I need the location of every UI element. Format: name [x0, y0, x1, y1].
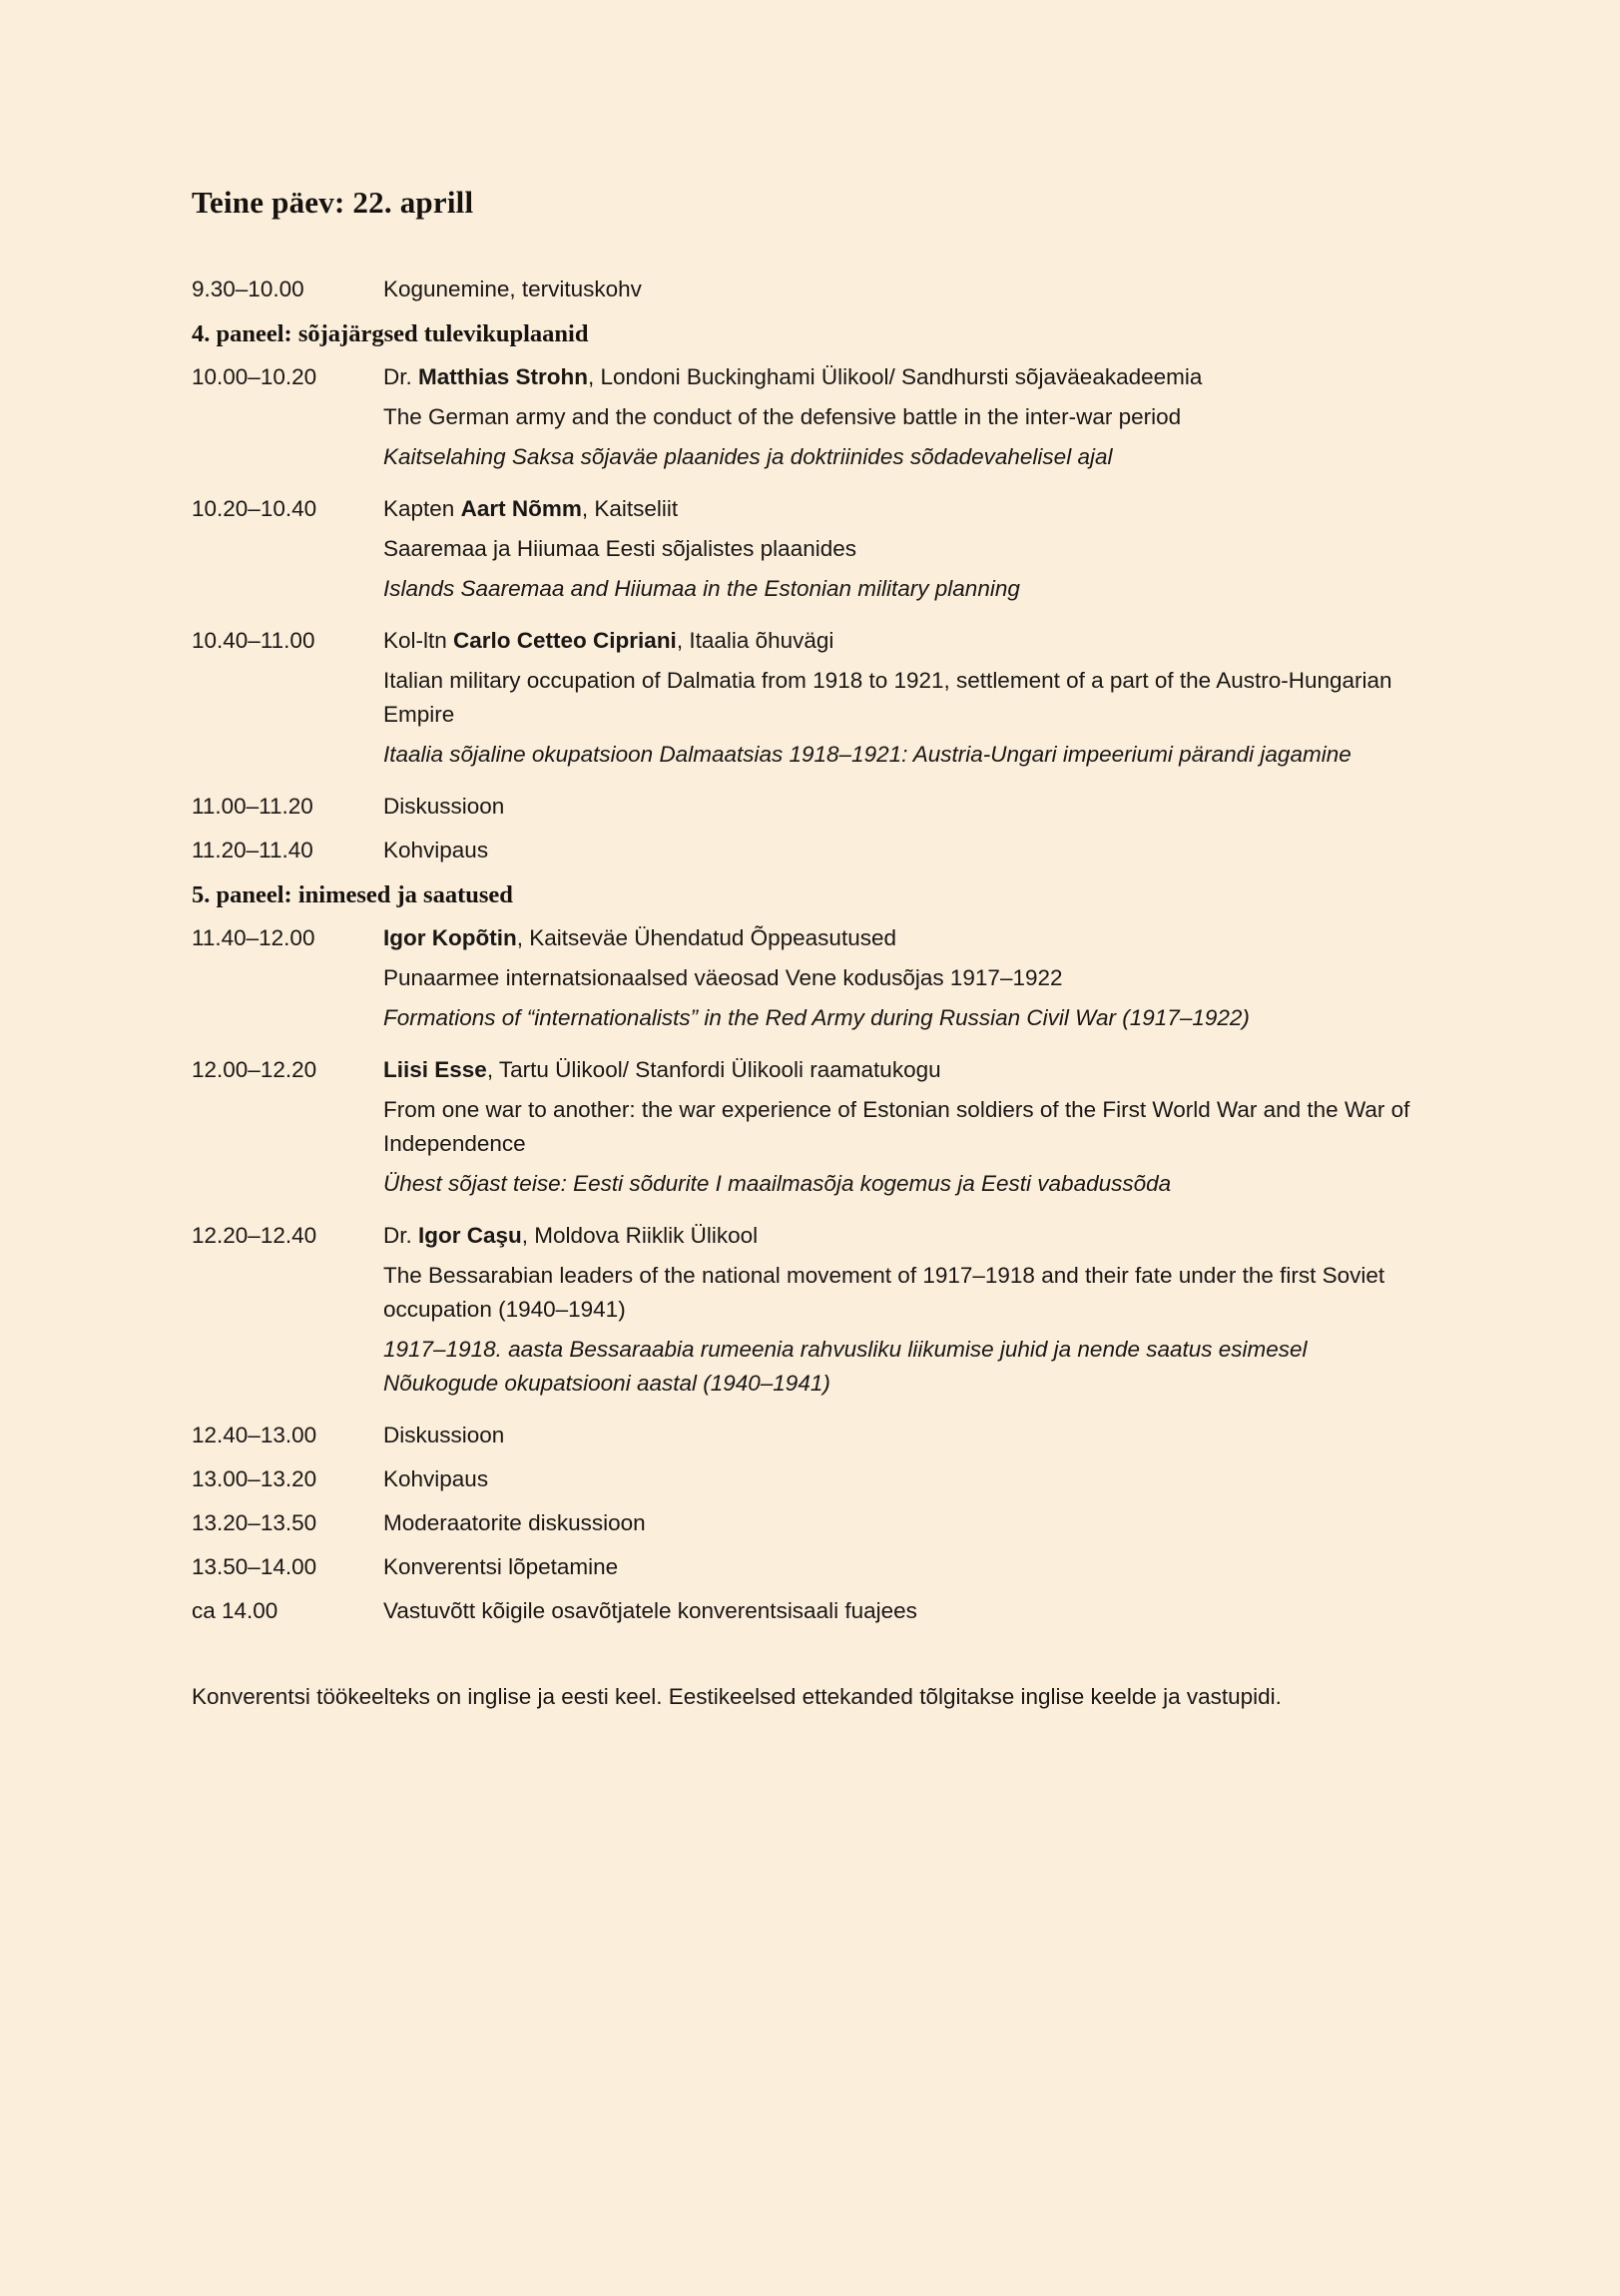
talk-row	[192, 624, 1425, 778]
talk-title-translation: Islands Saaremaa and Hiiumaa in the Estonian military planning	[383, 576, 1020, 601]
talk-row	[192, 921, 1425, 1041]
schedule-body	[383, 273, 1425, 306]
schedule-list	[192, 273, 1425, 1628]
talk-row	[192, 1053, 1425, 1207]
schedule-item-text: Kohvipaus	[383, 1466, 489, 1491]
talk-title-translation: Itaalia sõjaline okupatsioon Dalmaatsias 1918–1921: Austria-Ungari impeeriumi pärandi jagamine	[383, 742, 1351, 767]
speaker-name: Liisi Esse	[383, 1057, 487, 1082]
talk-row	[192, 360, 1425, 480]
speaker-name: Carlo Cetteo Cipriani	[453, 628, 677, 653]
schedule-time: 13.00–13.20	[192, 1466, 317, 1491]
speaker-affiliation: , Londoni Buckinghami Ülikool/ Sandhursti sõjaväeakadeemia	[588, 364, 1203, 389]
schedule-body	[383, 1462, 1425, 1496]
footnote-text: Konverentsi töökeelteks on inglise ja eesti keel. Eestikeelsed ettekanded tõlgitakse inglise keelde ja vastupidi.	[192, 1684, 1282, 1709]
speaker-prefix: Dr.	[383, 364, 419, 389]
schedule-item-text: Vastuvõtt kõigile osavõtjatele konverentsisaali fuajees	[383, 1598, 917, 1623]
schedule-body	[383, 921, 1425, 1041]
talk-title-translation: 1917–1918. aasta Bessaraabia rumeenia rahvusliku liikumise juhid ja nende saatus esimesel Nõukogude okupatsiooni aastal (1940–1941)	[383, 1337, 1308, 1396]
talk-title-primary: Punaarmee internatsionaalsed väeosad Vene kodusõjas 1917–1922	[383, 965, 1063, 990]
speaker-affiliation: , Kaitseväe Ühendatud Õppeasutused	[516, 925, 896, 950]
schedule-item-text: Konverentsi lõpetamine	[383, 1554, 619, 1579]
schedule-row	[192, 1506, 1425, 1540]
schedule-row	[192, 790, 1425, 824]
speaker-name: Aart Nõmm	[460, 496, 582, 521]
talk-title-primary: Italian military occupation of Dalmatia from 1918 to 1921, settlement of a part of the Austro-Hungarian Empire	[383, 668, 1392, 727]
speaker-affiliation: , Kaitseliit	[581, 496, 679, 521]
speaker-prefix: Dr.	[383, 1223, 419, 1248]
page-title: Teine päev: 22. aprill	[192, 185, 474, 220]
schedule-body	[383, 1506, 1425, 1540]
schedule-body	[383, 1053, 1425, 1207]
schedule-time: 13.50–14.00	[192, 1554, 317, 1579]
schedule-row	[192, 273, 1425, 306]
schedule-body	[383, 1219, 1425, 1407]
talk-row	[192, 1219, 1425, 1407]
talk-title-primary: Saaremaa ja Hiiumaa Eesti sõjalistes plaanides	[383, 536, 856, 561]
schedule-item-text: Kohvipaus	[383, 838, 489, 862]
schedule-row	[192, 1462, 1425, 1496]
schedule-body	[383, 790, 1425, 824]
speaker-affiliation: , Moldova Riiklik Ülikool	[521, 1223, 759, 1248]
schedule-row	[192, 1594, 1425, 1628]
speaker-prefix: Kapten	[383, 496, 461, 521]
speaker-line	[383, 624, 1425, 658]
speaker-line	[383, 1219, 1425, 1253]
schedule-body	[383, 1594, 1425, 1628]
schedule-item-text: Kogunemine, tervituskohv	[383, 277, 642, 301]
speaker-affiliation: , Tartu Ülikool/ Stanfordi Ülikooli raamatukogu	[486, 1057, 941, 1082]
schedule-body	[383, 360, 1425, 480]
speaker-line	[383, 921, 1425, 955]
speaker-prefix: Kol-ltn	[383, 628, 454, 653]
schedule-time: ca 14.00	[192, 1598, 278, 1623]
schedule-time: 12.00–12.20	[192, 1057, 317, 1082]
schedule-time: 10.00–10.20	[192, 364, 317, 389]
schedule-item-text: Moderaatorite diskussioon	[383, 1510, 646, 1535]
schedule-body	[383, 1419, 1425, 1452]
speaker-name: Igor Kopõtin	[383, 925, 517, 950]
schedule-time: 10.20–10.40	[192, 496, 317, 521]
schedule-item-text: Diskussioon	[383, 1423, 505, 1447]
schedule-row	[192, 1419, 1425, 1452]
talk-title-translation: Kaitselahing Saksa sõjaväe plaanides ja doktriinides sõdadevahelisel ajal	[383, 444, 1113, 469]
schedule-item-text: Diskussioon	[383, 794, 505, 819]
talk-title-translation: Formations of “internationalists” in the Red Army during Russian Civil War (1917–1922)	[383, 1005, 1250, 1030]
schedule-time: 10.40–11.00	[192, 628, 315, 653]
schedule-time: 12.20–12.40	[192, 1223, 317, 1248]
schedule-time: 11.40–12.00	[192, 925, 315, 950]
schedule-body	[383, 624, 1425, 778]
speaker-affiliation: , Itaalia õhuvägi	[676, 628, 834, 653]
speaker-name: Matthias Strohn	[418, 364, 589, 389]
schedule-time: 12.40–13.00	[192, 1423, 317, 1447]
speaker-line	[383, 360, 1425, 394]
schedule-time: 11.20–11.40	[192, 838, 313, 862]
talk-title-translation: Ühest sõjast teise: Eesti sõdurite I maailmasõja kogemus ja Eesti vabadussõda	[383, 1171, 1172, 1196]
schedule-time: 11.00–11.20	[192, 794, 313, 819]
schedule-row	[192, 834, 1425, 867]
schedule-time: 13.20–13.50	[192, 1510, 317, 1535]
talk-title-primary: From one war to another: the war experience of Estonian soldiers of the First World War and the War of Independence	[383, 1097, 1410, 1156]
speaker-line	[383, 492, 1425, 526]
speaker-line	[383, 1053, 1425, 1087]
schedule-row	[192, 1550, 1425, 1584]
schedule-body	[383, 1550, 1425, 1584]
schedule-body	[383, 492, 1425, 612]
schedule-time: 9.30–10.00	[192, 277, 304, 301]
panel-heading: 5. paneel: inimesed ja saatused	[192, 881, 513, 908]
panel-heading: 4. paneel: sõjajärgsed tulevikuplaanid	[192, 320, 589, 347]
talk-title-primary: The Bessarabian leaders of the national movement of 1917–1918 and their fate under the first Soviet occupation (1940–1941)	[383, 1263, 1385, 1322]
talk-title-primary: The German army and the conduct of the defensive battle in the inter-war period	[383, 404, 1182, 429]
talk-row	[192, 492, 1425, 612]
speaker-name: Igor Caşu	[418, 1223, 522, 1248]
schedule-body	[383, 834, 1425, 867]
